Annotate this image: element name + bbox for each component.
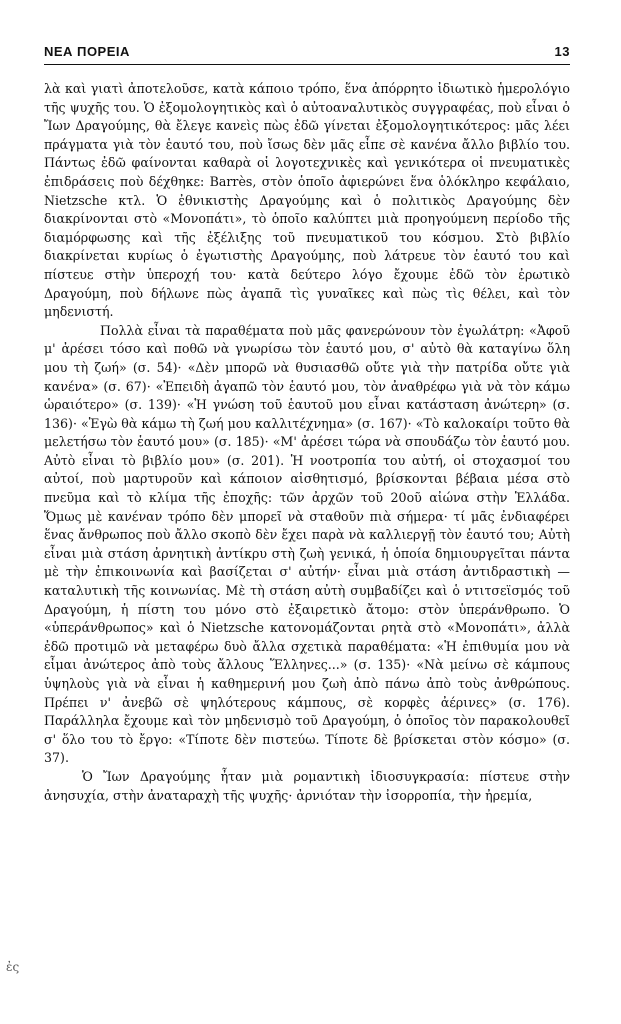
paragraph-3: Ὁ Ἴων Δραγούμης ἦταν μιὰ ρομαντικὴ ἰδιοσυγκρασία: πίστευε στὴν ἀνησυχία, στὴν ἀναταραχὴ τῆς ψυχῆς· ἀρνιόταν τὴν ἰσορροπία, τὴν ἠρεμία, — [44, 768, 570, 803]
journal-title: ΝΕΑ ΠΟΡΕΙΑ — [44, 44, 130, 59]
paragraph-1: λὰ καὶ γιατὶ ἀποτελοῦσε, κατὰ κάποιο τρόπο, ἕνα ἀπόρρητο ἰδιωτικὸ ἡμερολόγιο τῆς ψυχῆς του. Ὁ ἐξομολογητικὸς καὶ ὁ αὐτοαναλυτικὸς συγγραφέας, ποὺ εἶναι ὁ Ἴων Δραγούμης, θὰ ἔλεγε κανεὶς πὼς ἐδῶ γίνεται ἐξομολογητικότερος: μᾶς λέει πράγματα γιὰ τὸν ἑαυτό του, ποὺ ἴσως δὲν μᾶς εἶπε σὲ κανένα ἄλλο βιβλίο του. Πάντως ἐδῶ φαίνονται καθαρὰ οἱ λογοτεχνικὲς καὶ γενικότερα οἱ πνευματικὲς ἐπιδράσεις ποὺ δέχθηκε: Barrès, στὸν ὁποῖο ἀφιερώνει ἕνα ὁλόκληρο κεφάλαιο, Nietzsche κτλ. Ὁ ἐθνικιστὴς Δραγούμης καὶ ὁ πολιτικὸς Δραγούμης δὲν διακρίνονται στὸ «Μονοπάτι», τὸ ὁποῖο καλύπτει μιὰ προηγούμενη περίοδο τῆς διαμόρφωσης καὶ τῆς ἐξέλιξης τοῦ πνευματικοῦ του κόσμου. Στὸ βιβλίο διακρίνεται κυρίως ὁ ἐγωτιστὴς Δραγούμης, ποὺ λάτρευε τὸν ἑαυτό του καὶ πίστευε στὴν ὑπεροχή του· κατὰ δεύτερο λόγο ἔχουμε ἐδῶ τὸν ἐρωτικὸ Δραγούμη, ποὺ δήλωνε πὼς ἀγαπᾶ τὶς γυναῖκες καὶ πὼς τὶς θέλει, καὶ τὸν μηδενιστή. — [44, 81, 570, 320]
running-header — [44, 44, 570, 59]
header-rule — [44, 64, 570, 65]
article-body — [44, 80, 570, 805]
paragraph-2: Πολλὰ εἶναι τὰ παραθέματα ποὺ μᾶς φανερώνουν τὸν ἐγωλάτρη: «Ἀφοῦ μ' ἀρέσει τόσο καὶ ποθῶ νὰ γνωρίσω τὸν ἑαυτό μου, σ' αὐτὸ θὰ καταγίνω ὅλη μου τὴ ζωή» (σ. 54)· «Δὲν μπορῶ νὰ θυσιασθῶ οὔτε γιὰ τὴν πατρίδα οὔτε γιὰ κανένα» (σ. 67)· «Ἐπειδὴ ἀγαπῶ τὸν ἑαυτό μου, τὸν ἀναθρέφω γιὰ νὰ τὸν κάμω ὡραιότερο» (σ. 139)· «Ἡ γνώση τοῦ ἑαυτοῦ μου εἶναι κατάσταση ἀνώτερη» (σ. 136)· «Ἐγὼ θὰ κάμω τὴ ζωή μου καλλιτέχνημα» (σ. 167)· «Τὸ καλοκαίρι τοῦτο θὰ μελετήσω τὸν ἑαυτό μου» (σ. 185)· «Μ' ἀρέσει τώρα νὰ σπουδάζω τὸν ἑαυτό μου. Αὐτὸ εἶναι τὸ βιβλίο μου» (σ. 201). Ἡ νοοτροπία του αὐτή, οἱ στοχασμοί του αὐτοί, ποὺ μαρτυροῦν καὶ κάποιον αἰσθητισμό, βρίσκονται βέβαια μέσα στὸ πνεῦμα καὶ τὸ κλίμα τῆς ἐποχῆς: τῶν ἀρχῶν τοῦ 20οῦ αἰώνα στὴν Ἑλλάδα. Ὅμως μὲ κανέναν τρόπο δὲν μπορεῖ νὰ σταθοῦν πιὰ σήμερα· τί μᾶς ἐνδιαφέρει ἕνας ἄνθρωπος ποὺ ἄλλο σκοπὸ δὲν ἔχει παρὰ νὰ καλλιεργῇ τὸν ἑαυτό του; Αὐτὴ εἶναι μιὰ στάση ἀρνητικὴ ἀντίκρυ στὴ ζωὴ γενικά, ἡ ὁποία δημιουργεῖται πάντα μὲ τὴν ἐπικοινωνία καὶ βασίζεται σ' αὐτήν· εἶναι μιὰ στάση ἀντιδραστικὴ — καταλυτικὴ τῆς κοινωνίας. Μὲ τὴ στάση αὐτὴ συμβαδίζει καὶ ὁ ντιτσεϊσμός τοῦ Δραγούμη, ἡ πίστη του μόνο στὸ ἐξαιρετικὸ ἄτομο: στὸν ὑπεράνθρωπο. Ὁ «ὑπεράνθρωπος» καὶ ὁ Nietzsche κατονομάζονται ρητὰ στὸ «Μονοπάτι», ἀλλὰ ἐδῶ προτιμῶ νὰ μεταφέρω δυὸ ἄλλα σχετικὰ παραθέματα: «Ἡ ἐπιθυμία μου νὰ εἶμαι ἀνώτερος ἀπὸ τοὺς ἄλλους Ἕλληνες...» (σ. 135)· «Νὰ μείνω σὲ κάμπους ὑψηλοὺς γιὰ νὰ εἶναι ἡ καθημερινή μου ζωὴ ἀπὸ πάνω ἀπὸ τοὺς ἀνθρώπους. Πρέπει ν' ἀνεβῶ σὲ ψηλότερους κάμπους, σὲ κορφὲς ἀέρινες» (σ. 176). Παράλληλα ἔχουμε καὶ τὸν μηδενισμὸ τοῦ Δραγούμη, ὁ ὁποῖος τὸν παρακολουθεῖ σ' ὅλο του τὸ ἔργο: «Τίποτε δὲν πιστεύω. Τίποτε δὲ βρίσκεται στὸν κόσμο» (σ. 37). — [44, 322, 570, 766]
margin-mark: ἐς — [6, 960, 20, 974]
page-number: 13 — [554, 44, 570, 59]
